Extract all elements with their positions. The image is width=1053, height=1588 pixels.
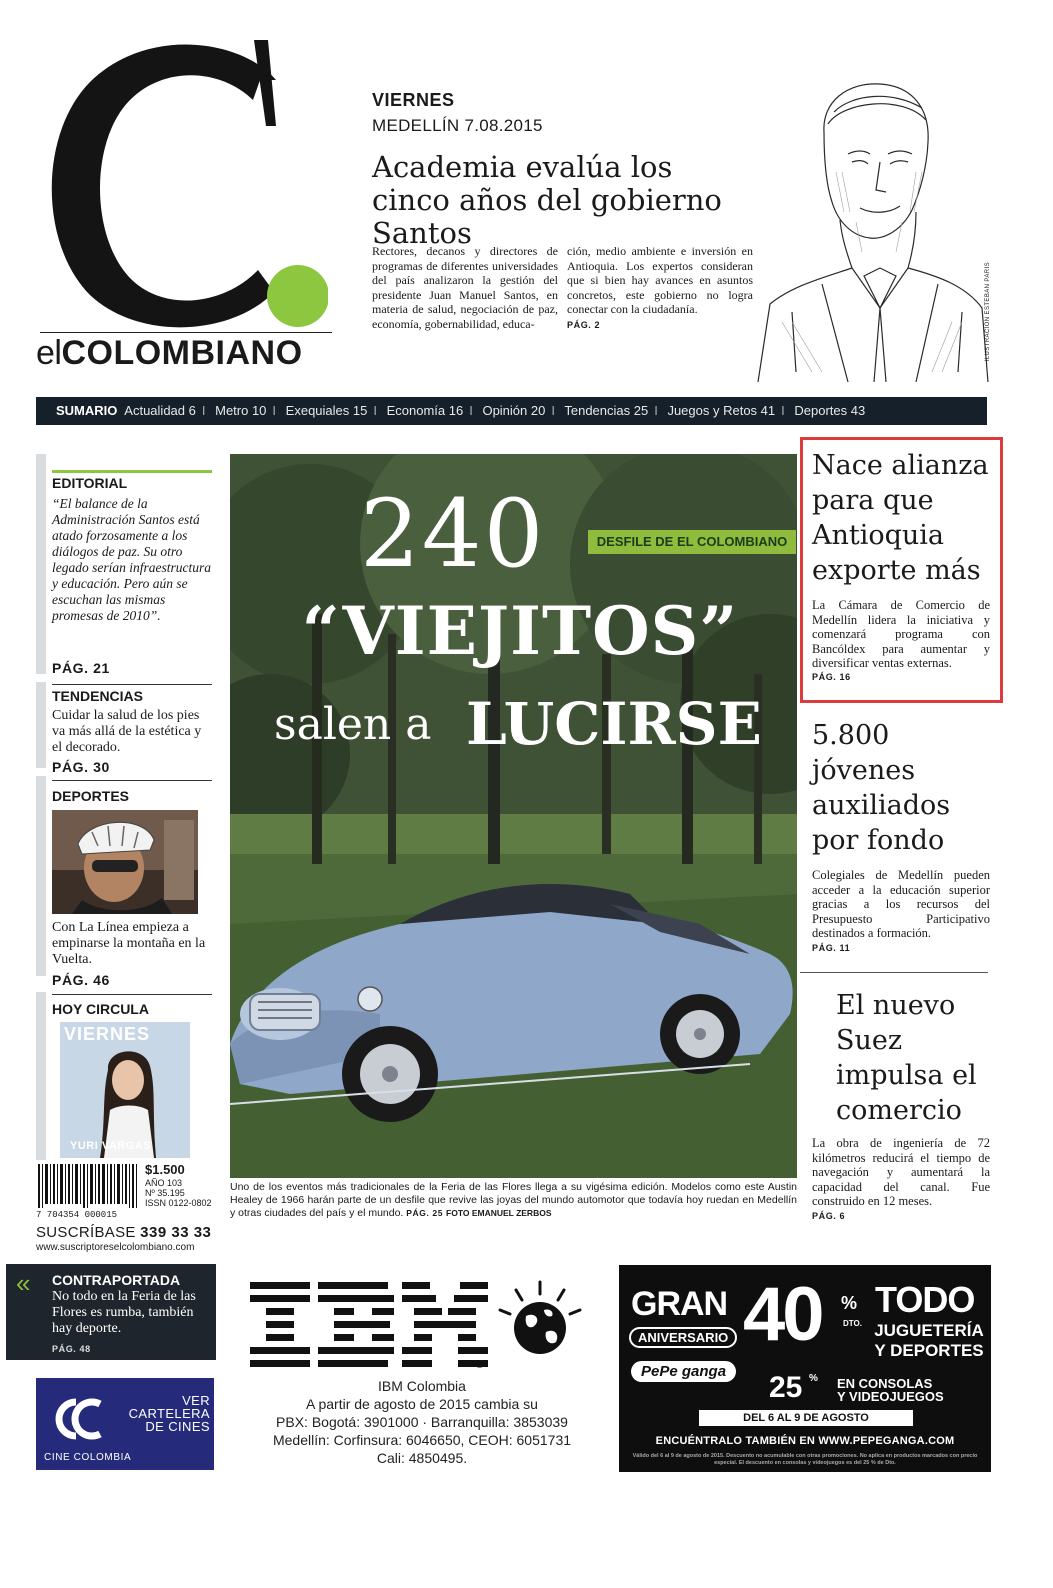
tendencias-text[interactable]: Cuidar la salud de los pies va más allá de la estética y el decorado. <box>52 708 202 755</box>
hero-count: 240 <box>360 480 546 589</box>
story-alianza-page-ref[interactable]: PÁG. 16 <box>812 672 851 682</box>
pepeganga-discount-40: 40 <box>743 1272 822 1357</box>
chevron-left-icon: « <box>16 1268 31 1298</box>
sumario-item[interactable]: Deportes 43 <box>794 403 866 418</box>
story-suez-body: La obra de ingeniería de 72 kilómetros reducirá el tiempo de navegación y aumentará la capacidad del canal. Fue construido en 12 meses. <box>812 1136 990 1208</box>
ibm-ad-line: PBX: Bogotá: 3901000 · Barranquilla: 3853039 <box>276 1414 568 1430</box>
sumario-item[interactable]: Juegos y Retos 41 <box>667 403 776 418</box>
contraportada-page-ref: PÁG. 48 <box>52 1344 91 1354</box>
right-column-divider <box>800 972 988 973</box>
editorial-quote[interactable]: “El balance de la Administración Santos está atado forzosamente a los diálogos de paz. Su otro legado serían infraestructura y educación. Pero aún se escuchan las mismas promesas de 2010”. <box>52 496 211 623</box>
cyclist-photo[interactable] <box>52 810 198 914</box>
story-jovenes-body: Colegiales de Medellín pueden acceder a la educación superior gracias a los recursos del Presupuesto Participativo destinados a formación. <box>812 868 990 940</box>
logo-name: COLOMBIANO <box>61 334 303 372</box>
pepeganga-aniversario: ANIVERSARIO <box>629 1327 737 1348</box>
ibm-logo[interactable] <box>250 1278 490 1370</box>
edition-day: VIERNES <box>372 90 455 110</box>
hero-caption-text: Uno de los eventos más tradicionales de la Feria de las Flores llega a su vigésima edición. Modelos como este Austin Healey de 1966 harán parte de un desfile que revive las joyas del mundo automotor que todavía hoy ruedan en Medellín y otras ciudades del país y el mundo. <box>230 1181 797 1219</box>
tendencias-heading: TENDENCIAS <box>52 688 144 704</box>
magazine-cover[interactable] <box>60 1022 190 1158</box>
pepeganga-dates: DEL 6 AL 9 DE AGOSTO <box>699 1410 913 1426</box>
sumario-item[interactable]: Exequiales 15 <box>285 403 368 418</box>
contraportada-heading: CONTRAPORTADA <box>52 1272 181 1288</box>
pepeganga-todo: TODO <box>875 1279 975 1320</box>
pepeganga-ad[interactable] <box>619 1265 991 1472</box>
pepeganga-consolas-line: EN CONSOLAS <box>837 1376 933 1391</box>
tendencias-page-ref[interactable]: PÁG. 30 <box>52 759 110 775</box>
sumario-item[interactable]: Actualidad 6 <box>124 403 196 418</box>
hero-caption <box>230 1181 797 1220</box>
issue-issn: ISSN 0122-0802 <box>145 1198 212 1208</box>
sumario-separator: I <box>654 403 658 418</box>
issue-price: $1.500 <box>145 1162 185 1177</box>
hoy-circula-heading: HOY CIRCULA <box>52 1001 149 1017</box>
pepeganga-percent-sign-small: % <box>809 1373 818 1384</box>
hero-title-emphasis: LUCIRSE <box>466 690 762 758</box>
sumario-separator: I <box>373 403 377 418</box>
story-jovenes-page-ref[interactable]: PÁG. 11 <box>812 943 851 953</box>
illustration-credit: ILUSTRACIÓN ESTEBAN PARÍS <box>985 262 991 362</box>
lead-body-col2-text: ción, medio ambiente e inversión en Antioquia. Los expertos consideran que si bien hay avances en asuntos concretos, este gobierno no logra conectar con la ciudadanía. <box>567 244 753 317</box>
logo-rule <box>40 332 332 333</box>
pepeganga-dto: DTO. <box>843 1319 862 1328</box>
issue-metadata <box>145 1178 212 1208</box>
sumario-separator: I <box>469 403 473 418</box>
subscribe-phone: 339 33 33 <box>140 1224 212 1241</box>
sumario-item[interactable]: Metro 10 <box>215 403 267 418</box>
cine-colombia-ad[interactable] <box>36 1378 214 1470</box>
logo-prefix: el <box>36 334 62 372</box>
hoy-circula-rule <box>52 994 212 995</box>
sumario-separator: I <box>781 403 785 418</box>
contraportada-text: No todo en la Feria de las Flores es rumba, también hay deporte. <box>52 1289 196 1336</box>
sumario-bar <box>36 397 987 425</box>
cine-cta-line: VER <box>182 1393 210 1408</box>
issue-year: AÑO 103 <box>145 1178 183 1188</box>
hero-photo[interactable] <box>230 454 797 1178</box>
magazine-title: VIERNES <box>64 1024 151 1044</box>
pepeganga-gran: GRAN <box>631 1285 728 1323</box>
contraportada-teaser[interactable] <box>6 1264 216 1360</box>
cine-cta-line: CARTELERA <box>128 1406 210 1421</box>
sidebar-accent-bar <box>36 992 46 1160</box>
subscribe-line[interactable] <box>36 1224 211 1241</box>
sumario-separator: I <box>201 403 206 418</box>
pepeganga-deportes: Y DEPORTES <box>874 1341 984 1360</box>
edition-date: MEDELLÍN 7.08.2015 <box>372 116 543 135</box>
deportes-page-ref[interactable]: PÁG. 46 <box>52 972 110 988</box>
ibm-ad-line: Cali: 4850495. <box>376 1450 468 1466</box>
sumario-item[interactable]: Opinión 20 <box>482 403 546 418</box>
tendencias-rule <box>52 684 212 685</box>
ibm-ad-line: A partir de agosto de 2015 cambia su <box>306 1396 538 1412</box>
magazine-cover-name: YURI VARGAS <box>70 1140 152 1152</box>
story-suez-page-ref[interactable]: PÁG. 6 <box>812 1211 846 1221</box>
ibm-ad-line: Medellín: Corfinsura: 6046650, CEOH: 6051731 <box>272 1432 572 1448</box>
santos-portrait-illustration <box>752 72 992 382</box>
story-alianza-body: La Cámara de Comercio de Medellín lidera la iniciativa y comenzará programa con Bancóldex para aumentar y diversificar ventas externas. <box>812 598 990 670</box>
pepeganga-consolas-line: Y VIDEOJUEGOS <box>837 1389 944 1404</box>
deportes-text[interactable]: Con La Línea empieza a empinarse la montaña en la Vuelta. <box>52 920 206 967</box>
barcode-number: 7 704354 000015 <box>36 1210 118 1220</box>
cine-colombia-logo-icon <box>46 1394 106 1444</box>
story-alianza-headline[interactable]: Nace alianza para que Antioquia exporte más <box>812 450 989 586</box>
ibm-registered-mark: ® <box>476 1360 484 1370</box>
sumario-separator: I <box>551 403 555 418</box>
lead-headline[interactable]: Academia evalúa los cinco años del gobierno Santos <box>372 150 722 250</box>
cine-cta-line: DE CINES <box>145 1419 210 1434</box>
sumario-separator: I <box>272 403 277 418</box>
pepeganga-consolas <box>837 1377 944 1403</box>
pepeganga-jugueteria: JUGUETERÍA <box>874 1321 984 1340</box>
sumario-label: SUMARIO <box>56 403 118 418</box>
sidebar-accent-bar <box>36 776 46 976</box>
story-suez-headline[interactable] <box>836 988 986 1128</box>
subscribe-url[interactable]: www.suscriptoreselcolombiano.com <box>36 1242 195 1253</box>
deportes-heading: DEPORTES <box>52 788 130 804</box>
lead-page-ref[interactable]: PÁG. 2 <box>567 319 601 330</box>
lead-body-col1: Rectores, decanos y directores de programas de diferentes universidades del país analizaron la gestión del presidente Juan Manuel Santos, en materia de salud, negociación de paz, economía, gobernabilidad, educa- <box>372 244 558 331</box>
pepeganga-website[interactable]: ENCUÉNTRALO TAMBIÉN EN WWW.PEPEGANGA.COM <box>655 1435 955 1447</box>
hero-photo-credit: FOTO EMANUEL ZERBOS <box>446 1208 552 1218</box>
hero-title-main[interactable]: “VIEJITOS” <box>301 592 739 670</box>
pepeganga-fine-print: Válido del 6 al 9 de agosto de 2015. Descuento no acumulable con otras promociones. No aplica en productos marcados con precio especial. El descuento en consolas y videojuegos es del 25 % de Dto. <box>632 1453 978 1466</box>
barcode-image <box>36 1164 140 1208</box>
hero-title-connector: salen a <box>274 699 432 750</box>
sumario-item[interactable]: Economía 16 <box>386 403 464 418</box>
cine-colombia-name: CINE COLOMBIA <box>44 1452 132 1463</box>
left-sidebar <box>36 454 212 1244</box>
pepeganga-brand-logo: PePe ganga <box>631 1361 736 1382</box>
hero-tag: DESFILE DE EL COLOMBIANO <box>588 530 796 554</box>
pepeganga-categories <box>871 1321 987 1361</box>
sidebar-accent-bar <box>36 454 46 674</box>
ibm-ad-line: IBM Colombia <box>378 1378 466 1394</box>
hero-caption-page-ref[interactable]: PÁG. 25 <box>406 1208 444 1218</box>
lead-body-col2 <box>567 244 753 333</box>
editorial-heading: EDITORIAL <box>52 475 128 491</box>
cine-cartelera-cta <box>126 1394 210 1433</box>
ibm-ad-text <box>232 1377 612 1467</box>
story-suez-headline-text: El nuevo Suez impulsa el comercio <box>836 990 977 1126</box>
logo-wordmark <box>36 334 303 373</box>
deportes-rule <box>52 780 212 781</box>
pepeganga-percent-sign: % <box>841 1293 858 1313</box>
logo-c-mark <box>28 30 328 340</box>
editorial-rule <box>52 470 212 473</box>
sidebar-accent-bar <box>36 682 46 768</box>
subscribe-label: SUSCRÍBASE <box>36 1224 136 1241</box>
story-jovenes-headline[interactable]: 5.800 jóvenes auxiliados por fondo <box>812 720 951 856</box>
sumario-item[interactable]: Tendencias 25 <box>564 403 649 418</box>
smarter-planet-globe-icon <box>494 1278 586 1370</box>
issue-number: Nº 35.195 <box>145 1188 185 1198</box>
editorial-page-ref[interactable]: PÁG. 21 <box>52 660 110 676</box>
pepeganga-discount-25: 25 <box>769 1371 803 1404</box>
